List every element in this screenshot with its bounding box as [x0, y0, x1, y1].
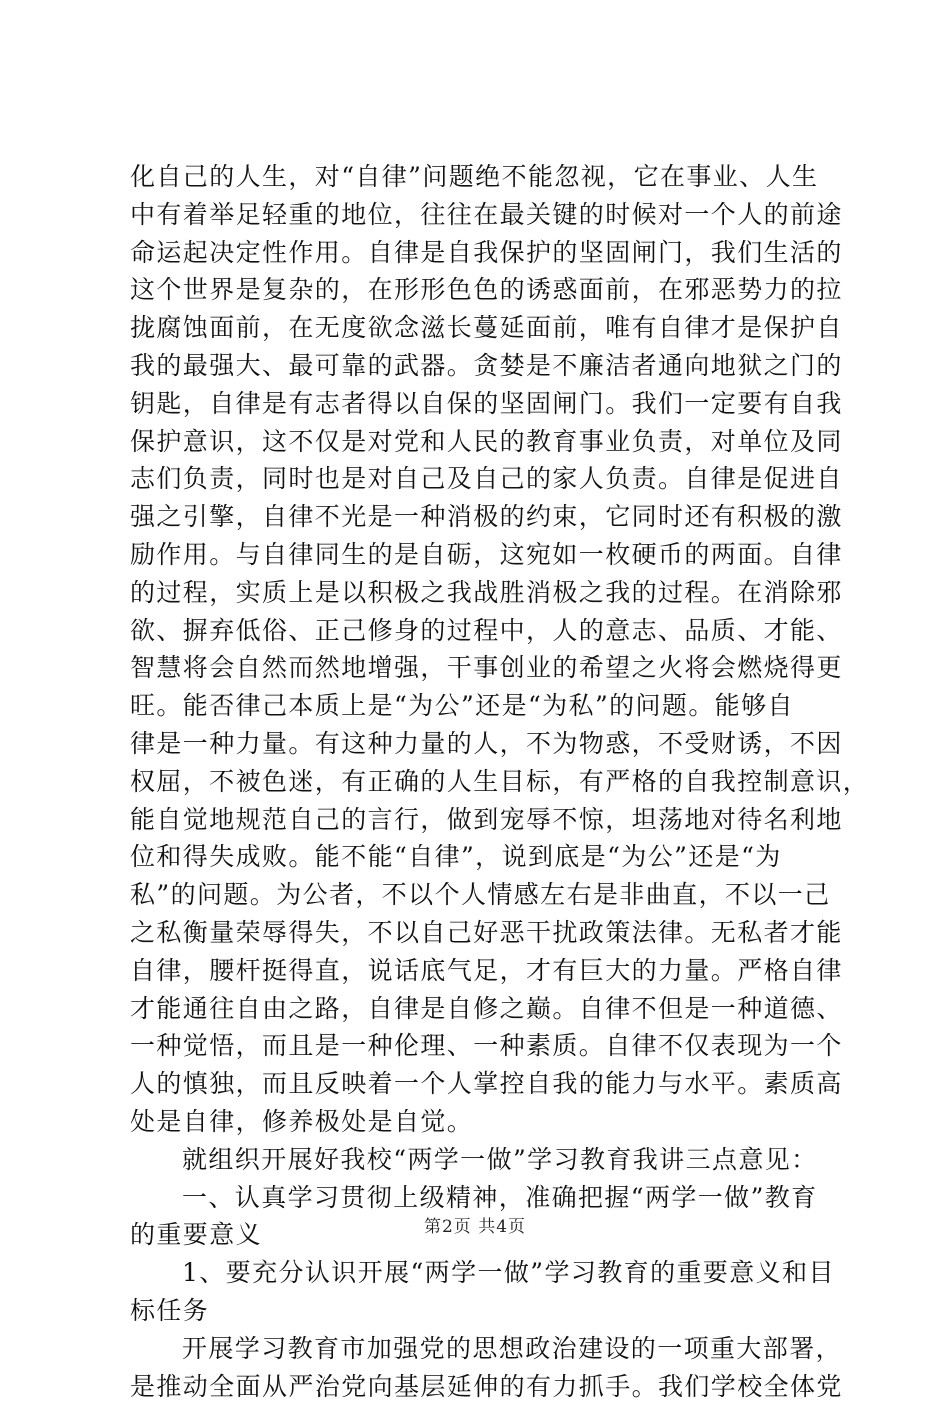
text-line: 这个世界是复杂的，在形形色色的诱惑面前，在邪恶势力的拉: [130, 271, 835, 309]
paragraph-first-line: 就组织开展好我校“两学一做”学习教育我讲三点意见：: [130, 1141, 835, 1179]
section-heading-continuation: 的重要意义: [130, 1216, 835, 1254]
text-line: 之私衡量荣辱得失，不以自己好恶干扰政策法律。无私者才能: [130, 914, 835, 952]
text-line: 保护意识，这不仅是对党和人民的教育事业负责，对单位及同: [130, 423, 835, 461]
text-line: 律是一种力量。有这种力量的人，不为物惑，不受财诱，不因: [130, 725, 835, 763]
text-line: 我的最强大、最可靠的武器。贪婪是不廉洁者通向地狱之门的: [130, 347, 835, 385]
text-line: 处是自律，修养极处是自觉。: [130, 1103, 835, 1141]
section-heading-line: 一、认真学习贯彻上级精神，准确把握“两学一做”教育: [130, 1179, 835, 1217]
text-line: 命运起决定性作用。自律是自我保护的坚固闸门，我们生活的: [130, 234, 835, 272]
text-line: 自律，腰杆挺得直，说话底气足，才有巨大的力量。严格自律: [130, 952, 835, 990]
text-line: 人的慎独，而且反映着一个人掌控自我的能力与水平。素质高: [130, 1065, 835, 1103]
text-line: 的过程，实质上是以积极之我战胜消极之我的过程。在消除邪: [130, 574, 835, 612]
text-line: 欲、摒弃低俗、正己修身的过程中，人的意志、品质、才能、: [130, 612, 835, 650]
paragraph-first-line: 开展学习教育市加强党的思想政治建设的一项重大部署，: [130, 1330, 835, 1368]
text-line: 化自己的人生，对“自律”问题绝不能忽视，它在事业、人生: [130, 158, 835, 196]
subsection-heading-continuation: 标任务: [130, 1292, 835, 1330]
text-line: 位和得失成败。能不能“自律”，说到底是“为公”还是“为: [130, 838, 835, 876]
page-number-footer: 第2页 共4页: [0, 1212, 950, 1237]
text-line: 能自觉地规范自己的言行，做到宠辱不惊，坦荡地对待名利地: [130, 801, 835, 839]
text-line: 钥匙，自律是有志者得以自保的坚固闸门。我们一定要有自我: [130, 385, 835, 423]
text-line: 一种觉悟，而且是一种伦理、一种素质。自律不仅表现为一个: [130, 1027, 835, 1065]
subsection-heading-line: 1、要充分认识开展“两学一做”学习教育的重要意义和目: [130, 1254, 835, 1292]
text-line: 才能通往自由之路，自律是自修之巅。自律不但是一种道德、: [130, 990, 835, 1028]
text-line: 志们负责，同时也是对自己及自己的家人负责。自律是促进自: [130, 460, 835, 498]
text-line: 励作用。与自律同生的是自砺，这宛如一枚硬币的两面。自律: [130, 536, 835, 574]
text-line: 中有着举足轻重的地位，往往在最关键的时候对一个人的前途: [130, 196, 835, 234]
text-line: 旺。能否律己本质上是“为公”还是“为私”的问题。能够自: [130, 687, 835, 725]
text-line: 智慧将会自然而然地增强，干事创业的希望之火将会燃烧得更: [130, 649, 835, 687]
text-line: 强之引擎，自律不光是一种消极的约束，它同时还有积极的激: [130, 498, 835, 536]
text-line: 是推动全面从严治党向基层延伸的有力抓手。我们学校全体党: [130, 1368, 835, 1405]
text-line: 私”的问题。为公者，不以个人情感左右是非曲直，不以一己: [130, 876, 835, 914]
text-line: 权屈，不被色迷，有正确的人生目标，有严格的自我控制意识，: [130, 763, 835, 801]
text-line: 拢腐蚀面前，在无度欲念滋长蔓延面前，唯有自律才是保护自: [130, 309, 835, 347]
